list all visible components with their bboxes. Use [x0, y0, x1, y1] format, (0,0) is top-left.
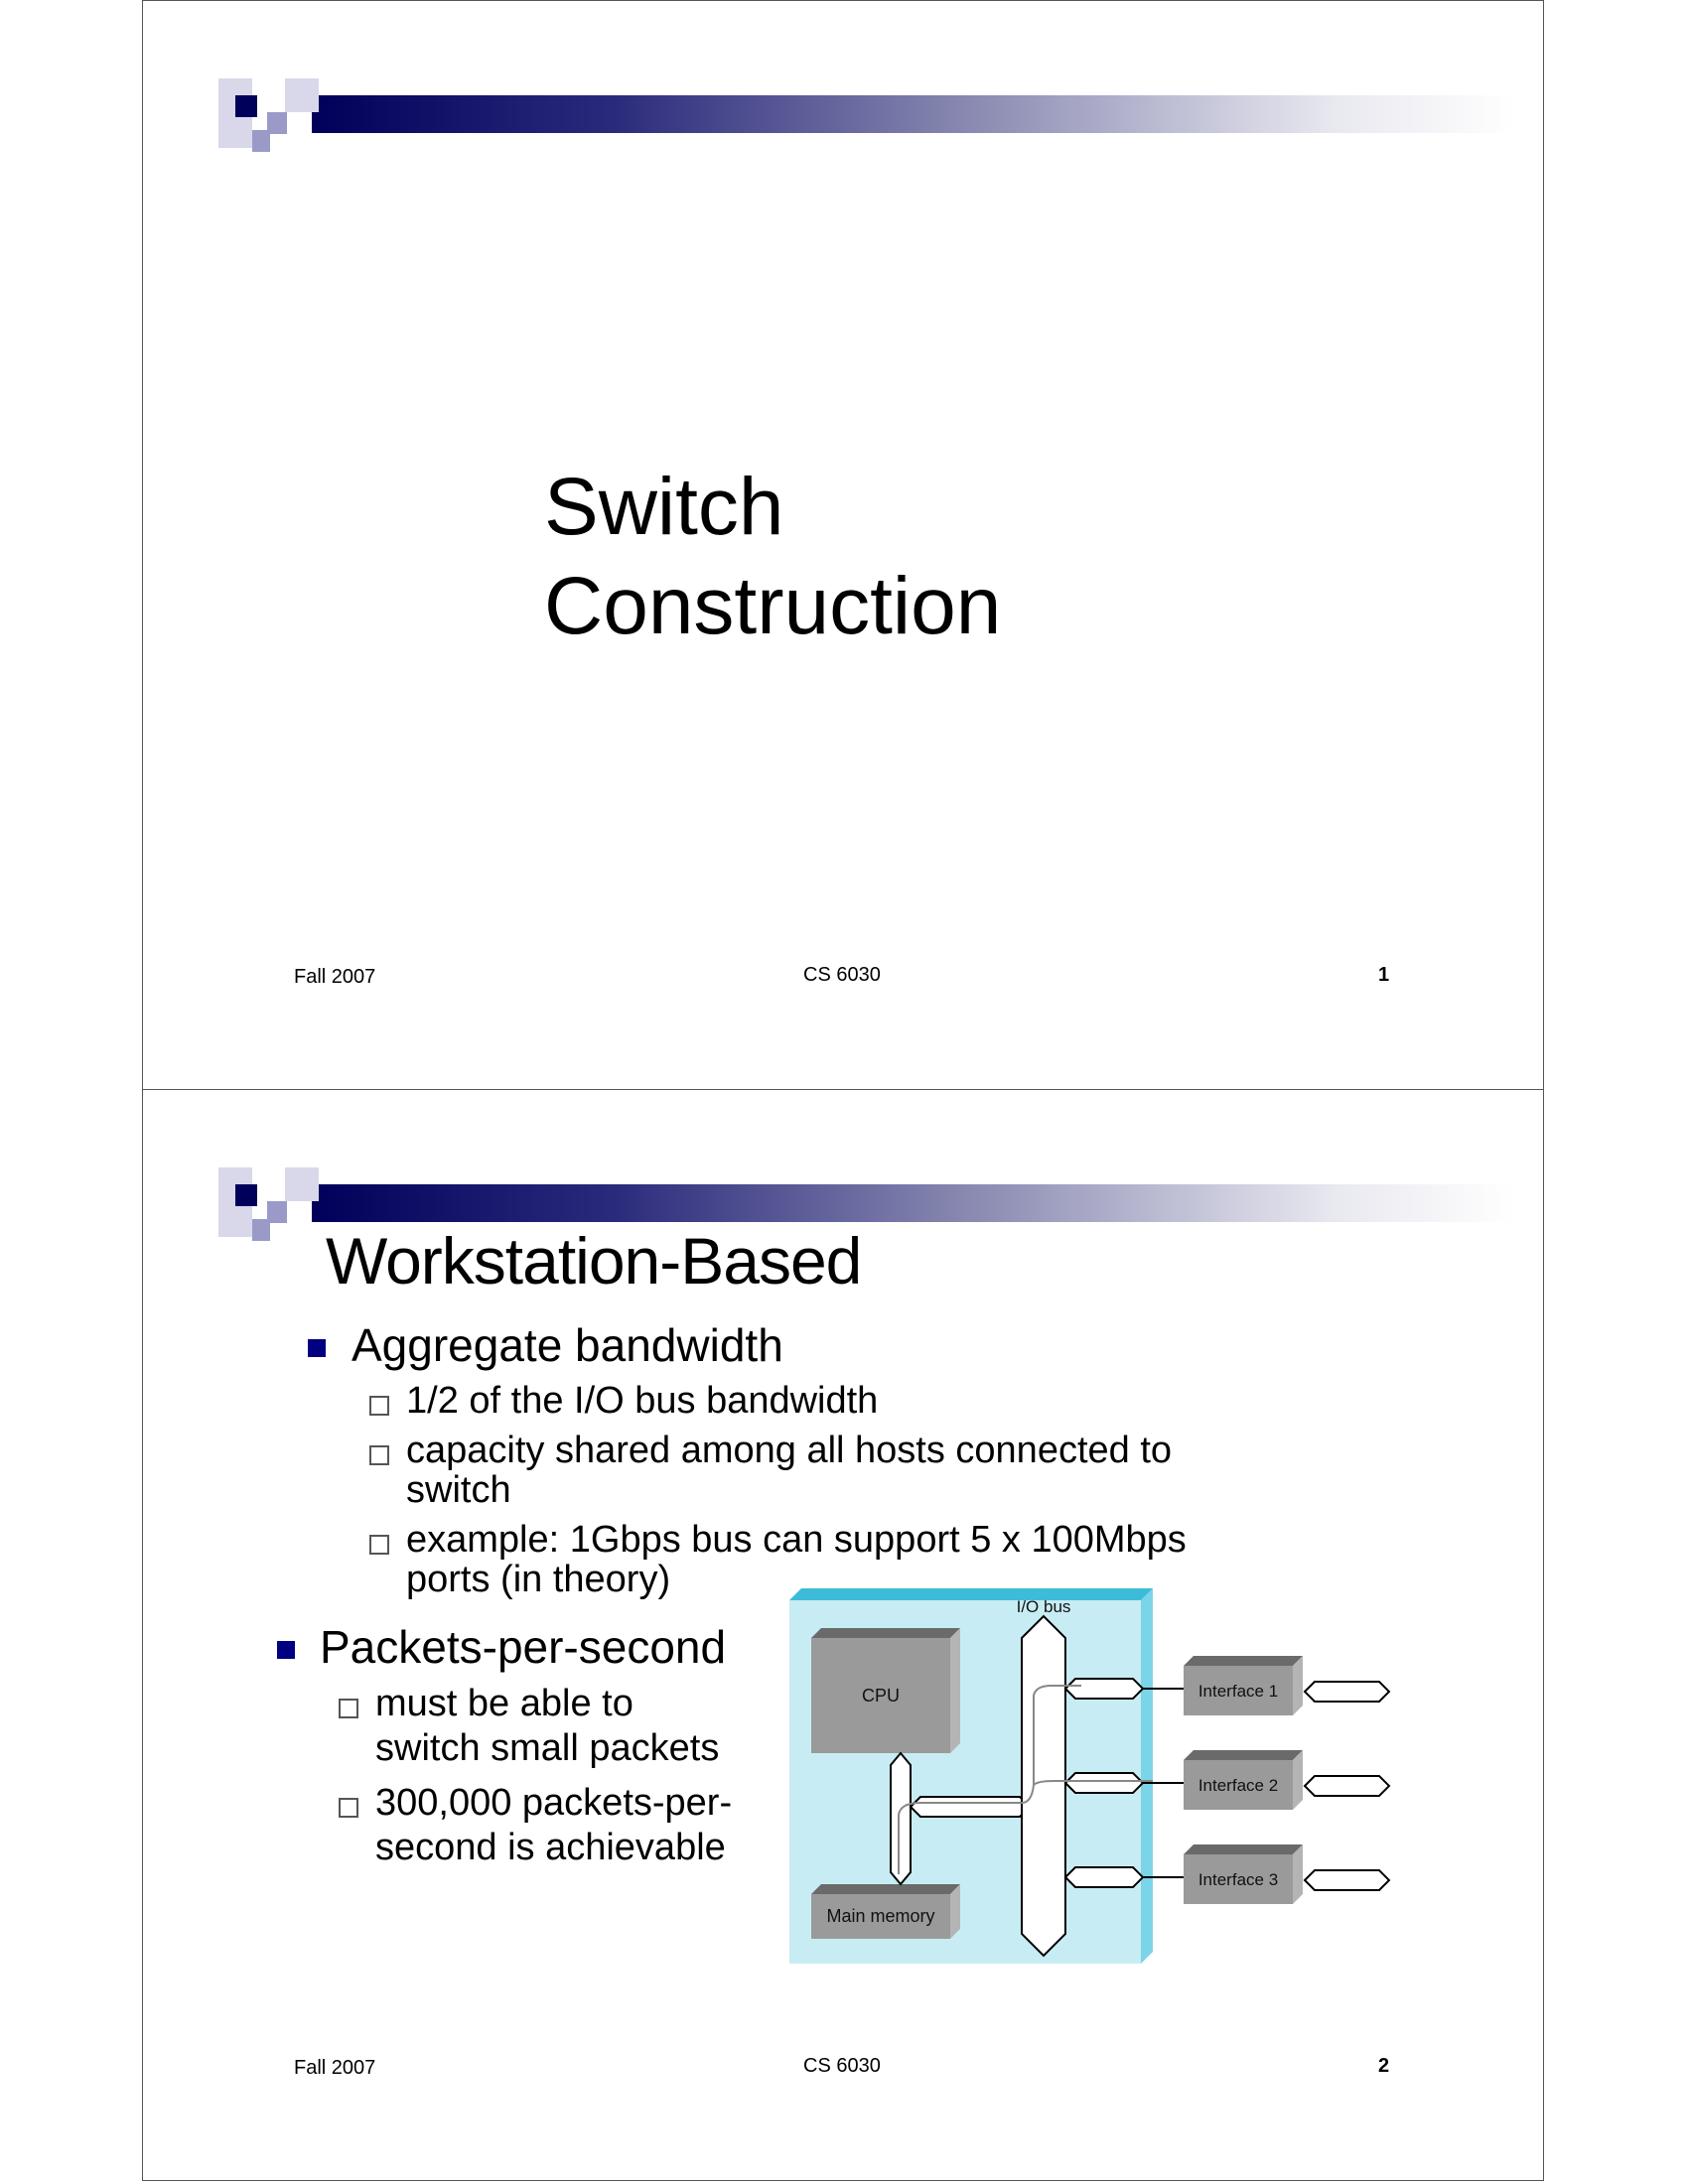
sub-bullet-box-icon [339, 1699, 358, 1718]
slide-title [544, 458, 1001, 656]
io-bus [1022, 1616, 1065, 1956]
logo-square-dark [235, 95, 257, 117]
slide-2 [142, 1089, 1544, 2181]
gradient-bar [312, 1184, 1513, 1222]
interface-1-box [1184, 1656, 1303, 1715]
memory-io-connector [911, 1797, 1030, 1817]
bullet-aggregate-bandwidth: Aggregate bandwidth [352, 1319, 783, 1371]
bus-connector-1 [1065, 1679, 1143, 1699]
sub-bullet-box-icon [339, 1798, 358, 1818]
cpu-memory-bus [891, 1753, 911, 1884]
sub-bullet-box-icon [369, 1535, 389, 1555]
main-memory-box [811, 1884, 960, 1939]
page-number: 2 [1378, 2055, 1390, 2077]
slide-title: Workstation-Based [326, 1224, 862, 1297]
sub-bullet-box-icon [369, 1396, 389, 1416]
sub-bullet-text: second is achievable [375, 1827, 726, 1868]
bullet-square-icon [277, 1641, 295, 1659]
footer-course: CS 6030 [803, 2055, 881, 2077]
title-line-2: Construction [544, 561, 1002, 651]
sub-bullet-text: ports (in theory) [406, 1559, 671, 1600]
gradient-bar [312, 95, 1513, 133]
sub-bullet-text: example: 1Gbps bus can support 5 x 100Mbps [406, 1519, 1187, 1561]
sub-bullet-text: capacity shared among all hosts connected to [406, 1430, 1173, 1471]
link-arrow-1 [1305, 1682, 1389, 1702]
logo-square-dark [235, 1184, 257, 1206]
sub-bullet-text: must be able to [375, 1683, 633, 1724]
sub-bullet-text: switch [406, 1469, 511, 1511]
sub-bullet-text: 1/2 of the I/O bus bandwidth [406, 1380, 879, 1422]
cpu-label: CPU [861, 1686, 901, 1706]
cpu-box [811, 1628, 960, 1753]
sub-bullet-box-icon [369, 1445, 389, 1465]
footer-course: CS 6030 [803, 964, 881, 986]
sub-bullet-text: 300,000 packets-per- [375, 1782, 733, 1824]
interface-3-box [1184, 1844, 1303, 1904]
bullet-packets-per-second: Packets-per-second [320, 1621, 727, 1673]
workstation-switch-diagram [783, 1586, 1544, 1993]
bus-connector-2 [1065, 1773, 1143, 1793]
interface-3-label: Interface 3 [1197, 1870, 1279, 1889]
link-arrow-3 [1305, 1870, 1389, 1890]
title-line-1: Switch [544, 462, 784, 552]
bus-connector-3 [1065, 1867, 1143, 1887]
link-arrow-2 [1305, 1776, 1389, 1796]
page-number: 1 [1378, 964, 1390, 986]
bullet-square-icon [308, 1339, 326, 1357]
interface-2-box [1184, 1750, 1303, 1810]
main-memory-label: Main memory [826, 1906, 935, 1926]
slide-1 [142, 0, 1544, 1090]
interface-1-label: Interface 1 [1197, 1682, 1279, 1701]
footer-date: Fall 2007 [294, 2057, 376, 2079]
footer-date: Fall 2007 [294, 966, 376, 988]
sub-bullet-text: switch small packets [375, 1727, 720, 1769]
io-bus-label: I/O bus [1016, 1597, 1071, 1616]
interface-2-label: Interface 2 [1197, 1776, 1279, 1795]
